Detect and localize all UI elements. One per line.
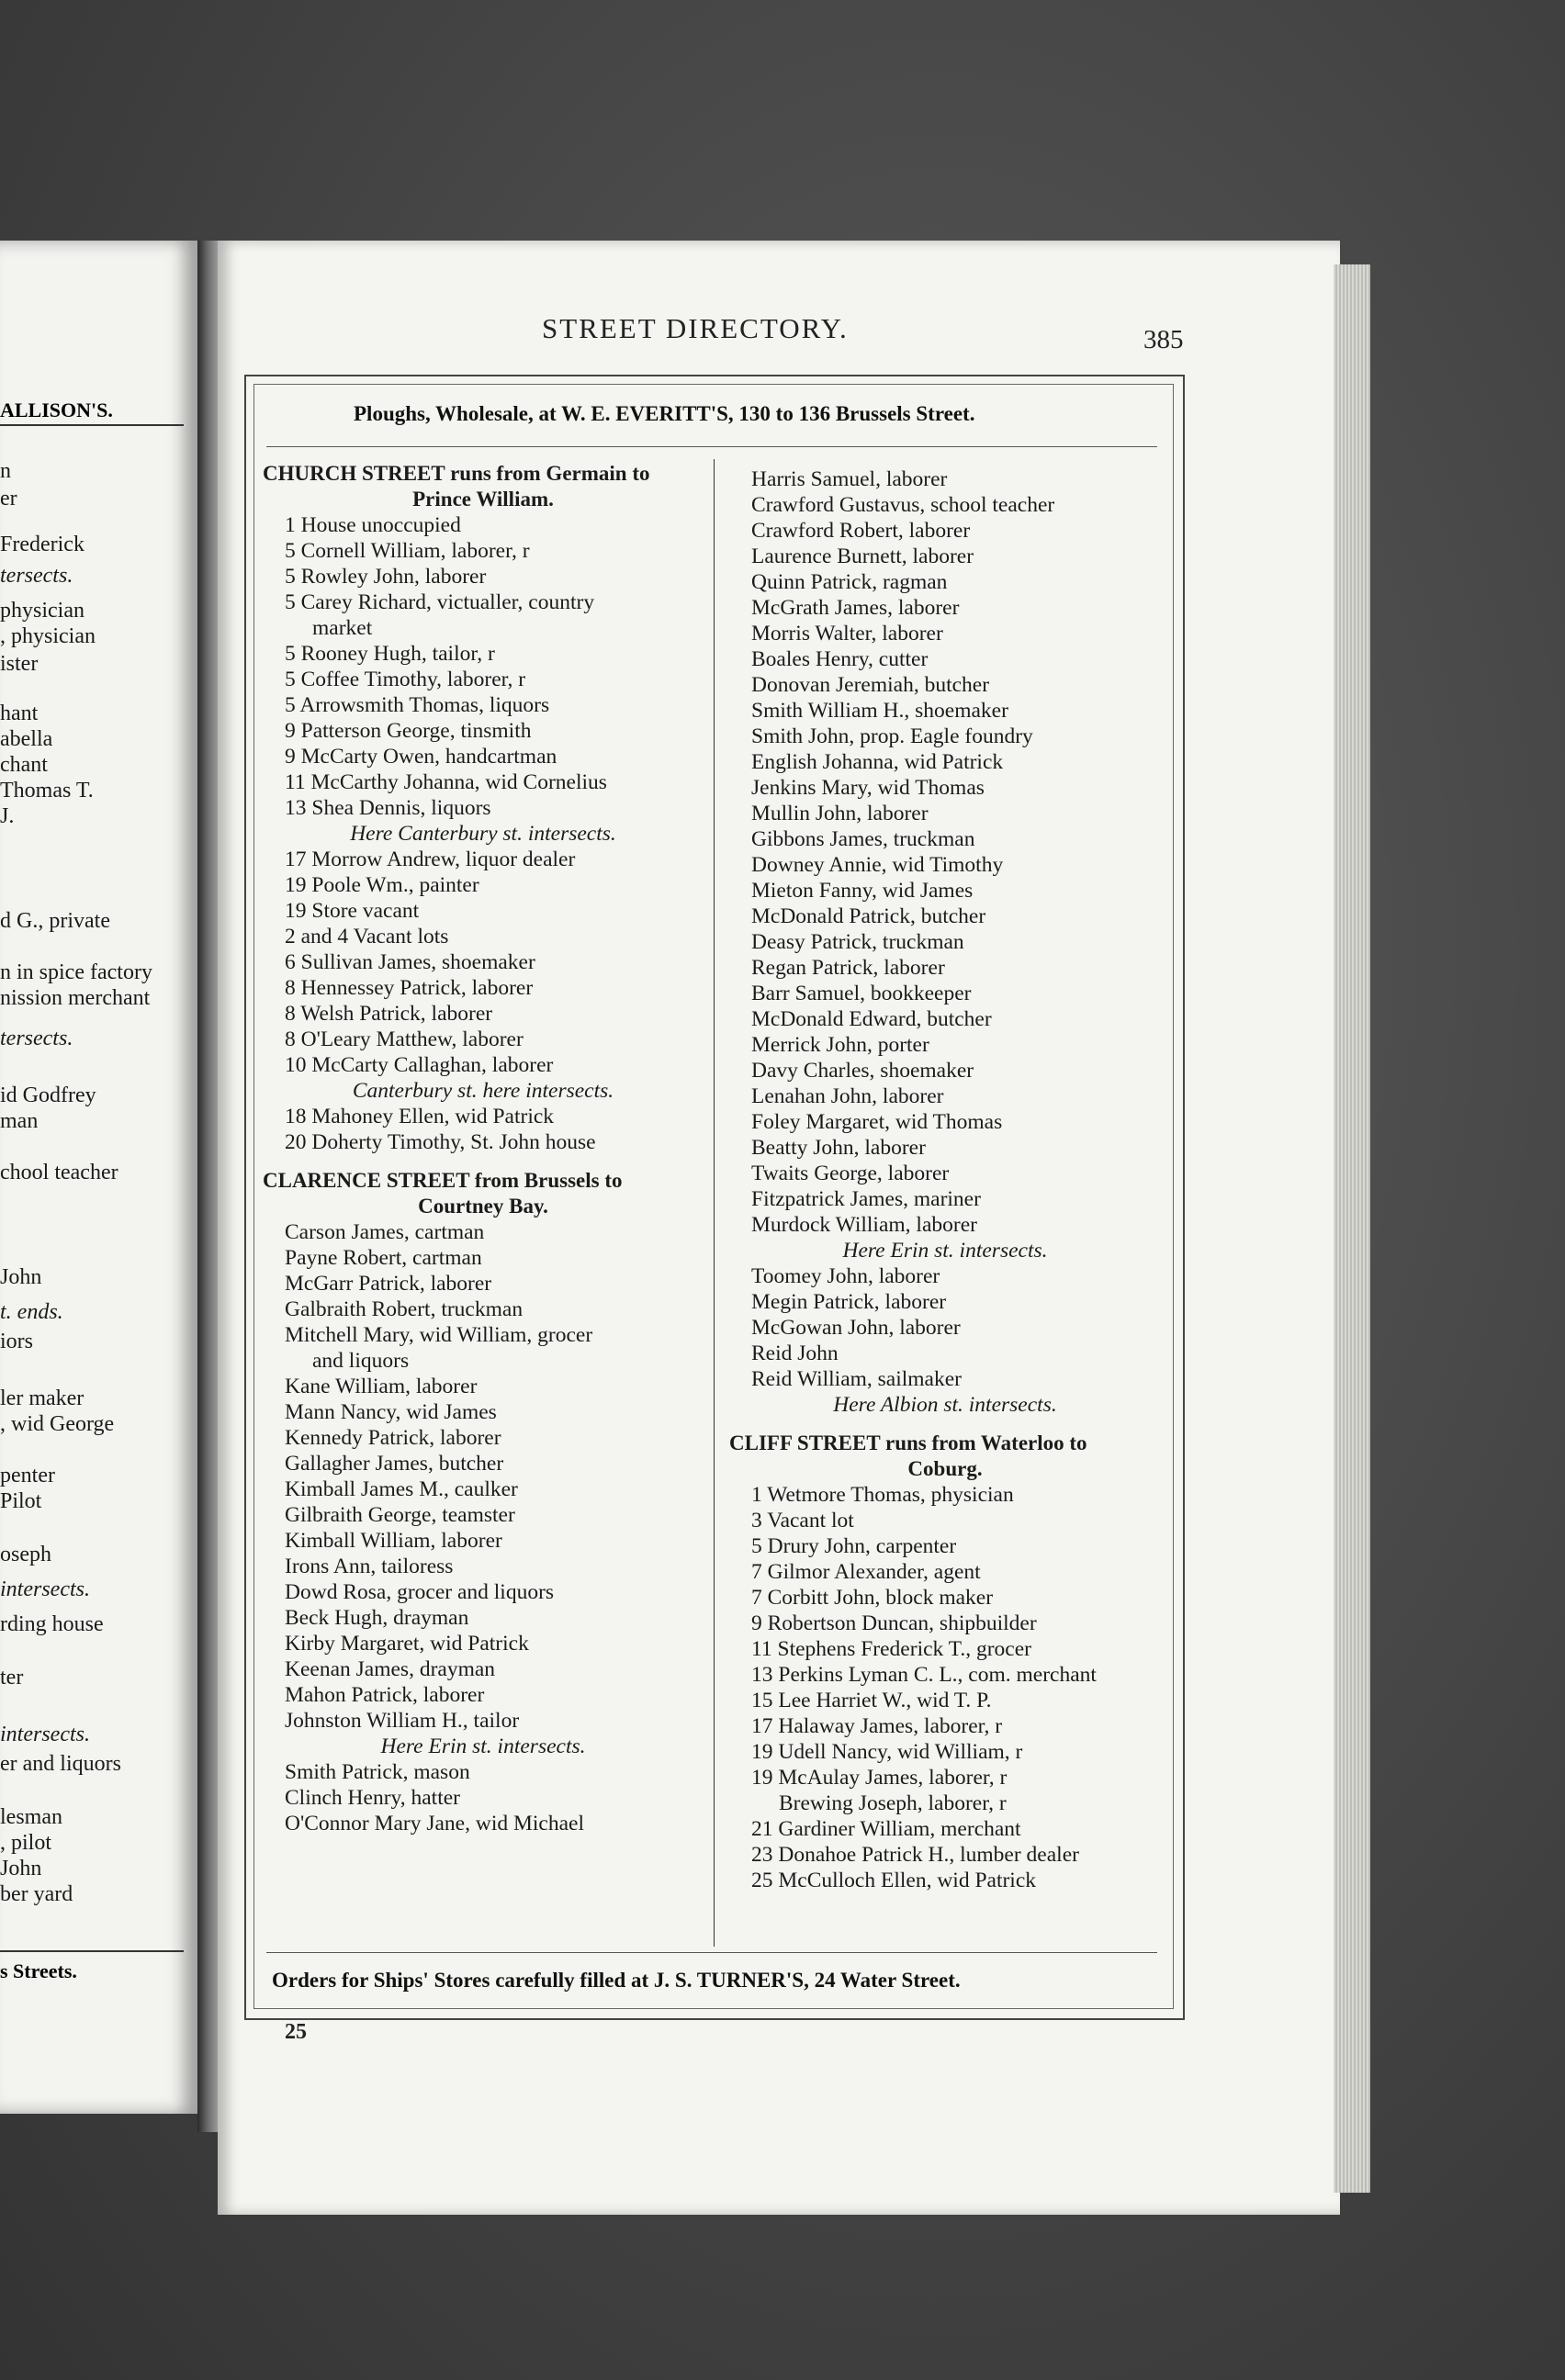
facing-page-text: tersects. <box>0 1027 73 1050</box>
facing-page-text: er and liquors <box>0 1752 121 1776</box>
facing-page-text: ister <box>0 652 39 676</box>
directory-entry: 5 Rowley John, laborer <box>285 565 487 589</box>
directory-entry: 19 Poole Wm., painter <box>285 873 479 897</box>
intersection-note: Here Canterbury st. intersects. <box>350 822 616 846</box>
directory-entry: McGarr Patrick, laborer <box>285 1272 492 1296</box>
directory-entry: 21 Gardiner William, merchant <box>751 1817 1021 1841</box>
directory-entry: 23 Donahoe Patrick H., lumber dealer <box>751 1843 1079 1867</box>
facing-page-text: n <box>0 459 11 483</box>
directory-entry: Galbraith Robert, truckman <box>285 1297 524 1321</box>
facing-page-text: er <box>0 487 17 511</box>
facing-page-text: ter <box>0 1666 24 1690</box>
directory-entry: 2 and 4 Vacant lots <box>285 925 449 949</box>
directory-entry: Kimball James M., caulker <box>285 1477 518 1501</box>
facing-page-text: John <box>0 1265 42 1289</box>
directory-entry: Mitchell Mary, wid William, grocer <box>285 1323 593 1347</box>
directory-entry: Crawford Robert, laborer <box>751 519 971 543</box>
facing-page-rule <box>0 424 184 426</box>
page-number: 385 <box>1143 325 1184 354</box>
rule <box>266 1952 1157 1953</box>
facing-page-text: rding house <box>0 1612 104 1636</box>
column-divider <box>714 459 715 1947</box>
facing-page-text: , pilot <box>0 1831 52 1855</box>
directory-entry: 19 McAulay James, laborer, r <box>751 1766 1008 1790</box>
directory-entry: Harris Samuel, laborer <box>751 467 948 491</box>
page-header: STREET DIRECTORY. <box>542 312 849 344</box>
intersection-note: Here Albion st. intersects. <box>833 1393 1057 1417</box>
directory-entry: 10 McCarty Callaghan, laborer <box>285 1053 554 1077</box>
directory-entry: Toomey John, laborer <box>751 1264 940 1288</box>
directory-entry: Smith William H., shoemaker <box>751 699 1008 723</box>
directory-entry: 9 McCarty Owen, handcartman <box>285 745 557 769</box>
facing-page-text: intersects. <box>0 1577 90 1601</box>
directory-entry: Twaits George, laborer <box>751 1162 950 1185</box>
directory-entry: Kirby Margaret, wid Patrick <box>285 1632 529 1656</box>
directory-entry: McGrath James, laborer <box>751 596 960 620</box>
directory-entry: Johnston William H., tailor <box>285 1709 520 1733</box>
directory-entry: and liquors <box>312 1349 410 1373</box>
directory-entry: 13 Shea Dennis, liquors <box>285 796 491 820</box>
directory-entry: 17 Morrow Andrew, liquor dealer <box>285 848 576 871</box>
directory-entry: O'Connor Mary Jane, wid Michael <box>285 1812 584 1836</box>
directory-entry: 5 Arrowsmith Thomas, liquors <box>285 693 550 717</box>
directory-entry: 5 Coffee Timothy, laborer, r <box>285 668 526 691</box>
directory-entry: Lenahan John, laborer <box>751 1084 944 1108</box>
directory-entry: Mahon Patrick, laborer <box>285 1683 485 1707</box>
directory-entry: 15 Lee Harriet W., wid T. P. <box>751 1689 992 1712</box>
directory-entry: Jenkins Mary, wid Thomas <box>751 776 985 800</box>
directory-entry: 6 Sullivan James, shoemaker <box>285 950 535 974</box>
facing-page-text: man <box>0 1109 39 1133</box>
directory-entry: Barr Samuel, bookkeeper <box>751 982 972 1005</box>
facing-page-text: oseph <box>0 1543 51 1566</box>
intersection-note: Here Erin st. intersects. <box>380 1734 586 1758</box>
facing-page <box>0 241 197 2114</box>
directory-entry: 9 Patterson George, tinsmith <box>285 719 532 743</box>
directory-entry: 8 Welsh Patrick, laborer <box>285 1002 493 1026</box>
directory-entry: Gilbraith George, teamster <box>285 1503 515 1527</box>
facing-page-text: n in spice factory <box>0 960 152 984</box>
facing-page-text: , physician <box>0 624 96 648</box>
directory-entry: Kennedy Patrick, laborer <box>285 1426 501 1450</box>
facing-page-text: John <box>0 1857 42 1880</box>
facing-page-text: chool teacher <box>0 1161 118 1184</box>
intersection-note: Here Erin st. intersects. <box>842 1239 1048 1263</box>
directory-entry: 5 Rooney Hugh, tailor, r <box>285 642 495 666</box>
directory-entry: 11 McCarthy Johanna, wid Cornelius <box>285 770 607 794</box>
facing-page-text: , wid George <box>0 1412 115 1436</box>
facing-page-text: chant <box>0 753 48 777</box>
signature-mark: 25 <box>285 2020 307 2044</box>
directory-entry: Gallagher James, butcher <box>285 1452 504 1476</box>
directory-entry: McDonald Patrick, butcher <box>751 904 986 928</box>
directory-entry: McDonald Edward, butcher <box>751 1007 992 1031</box>
facing-page-text: d G., private <box>0 909 110 933</box>
directory-entry: 5 Drury John, carpenter <box>751 1534 957 1558</box>
directory-entry: Smith Patrick, mason <box>285 1760 470 1784</box>
facing-page-text: intersects. <box>0 1723 90 1746</box>
right-column <box>729 466 1161 1893</box>
directory-entry: Mieton Fanny, wid James <box>751 879 974 903</box>
directory-entry: Megin Patrick, laborer <box>751 1290 947 1314</box>
facing-page-text: hant <box>0 702 39 725</box>
facing-page-text: J. <box>0 804 15 828</box>
facing-page-footer: s Streets. <box>0 1959 77 1982</box>
directory-entry: Reid John <box>751 1342 839 1365</box>
directory-entry: Beck Hugh, drayman <box>285 1606 469 1630</box>
directory-entry: Payne Robert, cartman <box>285 1246 482 1270</box>
facing-page-text: t. ends. <box>0 1300 63 1324</box>
directory-entry: Keenan James, drayman <box>285 1657 496 1681</box>
spacer <box>263 1155 704 1168</box>
facing-page-text: physician <box>0 599 84 623</box>
directory-entry: Deasy Patrick, truckman <box>751 930 964 954</box>
directory-entry: Donovan Jeremiah, butcher <box>751 673 990 697</box>
directory-entry: 17 Halaway James, laborer, r <box>751 1714 1003 1738</box>
directory-entry: Kane William, laborer <box>285 1375 478 1398</box>
directory-entry: Smith John, prop. Eagle foundry <box>751 724 1033 748</box>
directory-entry: 1 Wetmore Thomas, physician <box>751 1483 1014 1507</box>
directory-entry: Boales Henry, cutter <box>751 647 929 671</box>
street-heading: Courtney Bay. <box>418 1195 548 1218</box>
directory-entry: Foley Margaret, wid Thomas <box>751 1110 1003 1134</box>
spacer <box>729 1418 1161 1431</box>
directory-entry: Merrick John, porter <box>751 1033 929 1057</box>
facing-page-text: penter <box>0 1464 55 1488</box>
directory-entry: Gibbons James, truckman <box>751 827 975 851</box>
street-heading: Coburg. <box>907 1457 983 1480</box>
directory-entry: Laurence Burnett, laborer <box>751 544 974 568</box>
directory-entry: Crawford Gustavus, school teacher <box>751 493 1055 517</box>
directory-entry: Brewing Joseph, laborer, r <box>779 1791 1007 1815</box>
facing-page-text: lesman <box>0 1805 62 1829</box>
rule <box>266 446 1157 447</box>
directory-entry: Clinch Henry, hatter <box>285 1786 460 1810</box>
intersection-note: Canterbury st. here intersects. <box>352 1079 614 1103</box>
directory-entry: Mullin John, laborer <box>751 802 929 825</box>
directory-entry: Murdock William, laborer <box>751 1213 977 1237</box>
facing-page-rule <box>0 1950 184 1952</box>
directory-entry: Irons Ann, tailoress <box>285 1555 454 1578</box>
directory-entry: Dowd Rosa, grocer and liquors <box>285 1580 555 1604</box>
facing-page-text: Frederick <box>0 533 84 556</box>
facing-page-text: Thomas T. <box>0 779 94 803</box>
directory-entry: Downey Annie, wid Timothy <box>751 853 1004 877</box>
facing-page-text: id Godfrey <box>0 1083 96 1107</box>
directory-entry: Fitzpatrick James, mariner <box>751 1187 981 1211</box>
directory-entry: 8 Hennessey Patrick, laborer <box>285 976 534 1000</box>
directory-entry: 5 Carey Richard, victualler, country <box>285 590 595 614</box>
directory-entry: 25 McCulloch Ellen, wid Patrick <box>751 1869 1037 1892</box>
book-gutter <box>197 241 218 2132</box>
facing-page-text: abella <box>0 727 53 751</box>
directory-entry: Carson James, cartman <box>285 1220 485 1244</box>
directory-entry: English Johanna, wid Patrick <box>751 750 1004 774</box>
directory-entry: 7 Corbitt John, block maker <box>751 1586 994 1610</box>
directory-entry: 3 Vacant lot <box>751 1509 854 1532</box>
street-heading: CHURCH STREET runs from Germain to <box>263 462 650 485</box>
facing-page-header: ALLISON'S. <box>0 399 113 421</box>
directory-entry: Regan Patrick, laborer <box>751 956 945 980</box>
directory-entry: 5 Cornell William, laborer, r <box>285 539 530 563</box>
facing-page-text: nission merchant <box>0 986 151 1010</box>
directory-entry: 7 Gilmor Alexander, agent <box>751 1560 981 1584</box>
left-column <box>263 461 704 1836</box>
directory-entry: 1 House unoccupied <box>285 513 461 537</box>
advertisement-bottom: Orders for Ships' Stores carefully filled at J. S. TURNER'S, 24 Water Street. <box>272 1969 961 1992</box>
directory-entry: Davy Charles, shoemaker <box>751 1059 974 1083</box>
facing-page-text: iors <box>0 1330 33 1353</box>
directory-entry: Mann Nancy, wid James <box>285 1400 497 1424</box>
directory-entry: Kimball William, laborer <box>285 1529 502 1553</box>
directory-entry: 13 Perkins Lyman C. L., com. merchant <box>751 1663 1097 1687</box>
facing-page-text: tersects. <box>0 564 73 588</box>
street-heading: CLIFF STREET runs from Waterloo to <box>729 1431 1087 1454</box>
directory-entry: 8 O'Leary Matthew, laborer <box>285 1027 524 1051</box>
directory-entry: market <box>312 616 373 640</box>
facing-page-text: ber yard <box>0 1882 73 1906</box>
street-heading: CLARENCE STREET from Brussels to <box>263 1169 623 1192</box>
advertisement-top: Ploughs, Wholesale, at W. E. EVERITT'S, 130 to 136 Brussels Street. <box>354 402 975 425</box>
directory-entry: 11 Stephens Frederick T., grocer <box>751 1637 1031 1661</box>
page-edges <box>1334 264 1370 2193</box>
directory-entry: 9 Robertson Duncan, shipbuilder <box>751 1611 1037 1635</box>
directory-entry: McGowan John, laborer <box>751 1316 961 1340</box>
directory-entry: 19 Udell Nancy, wid William, r <box>751 1740 1023 1764</box>
directory-entry: Beatty John, laborer <box>751 1136 926 1160</box>
facing-page-text: Pilot <box>0 1489 42 1513</box>
directory-entry: Reid William, sailmaker <box>751 1367 962 1391</box>
facing-page-text: ler maker <box>0 1386 84 1410</box>
street-heading: Prince William. <box>412 488 554 511</box>
directory-entry: 18 Mahoney Ellen, wid Patrick <box>285 1105 555 1128</box>
directory-entry: 19 Store vacant <box>285 899 420 923</box>
directory-entry: Quinn Patrick, ragman <box>751 570 948 594</box>
directory-entry: 20 Doherty Timothy, St. John house <box>285 1130 596 1154</box>
directory-entry: Morris Walter, laborer <box>751 622 943 646</box>
